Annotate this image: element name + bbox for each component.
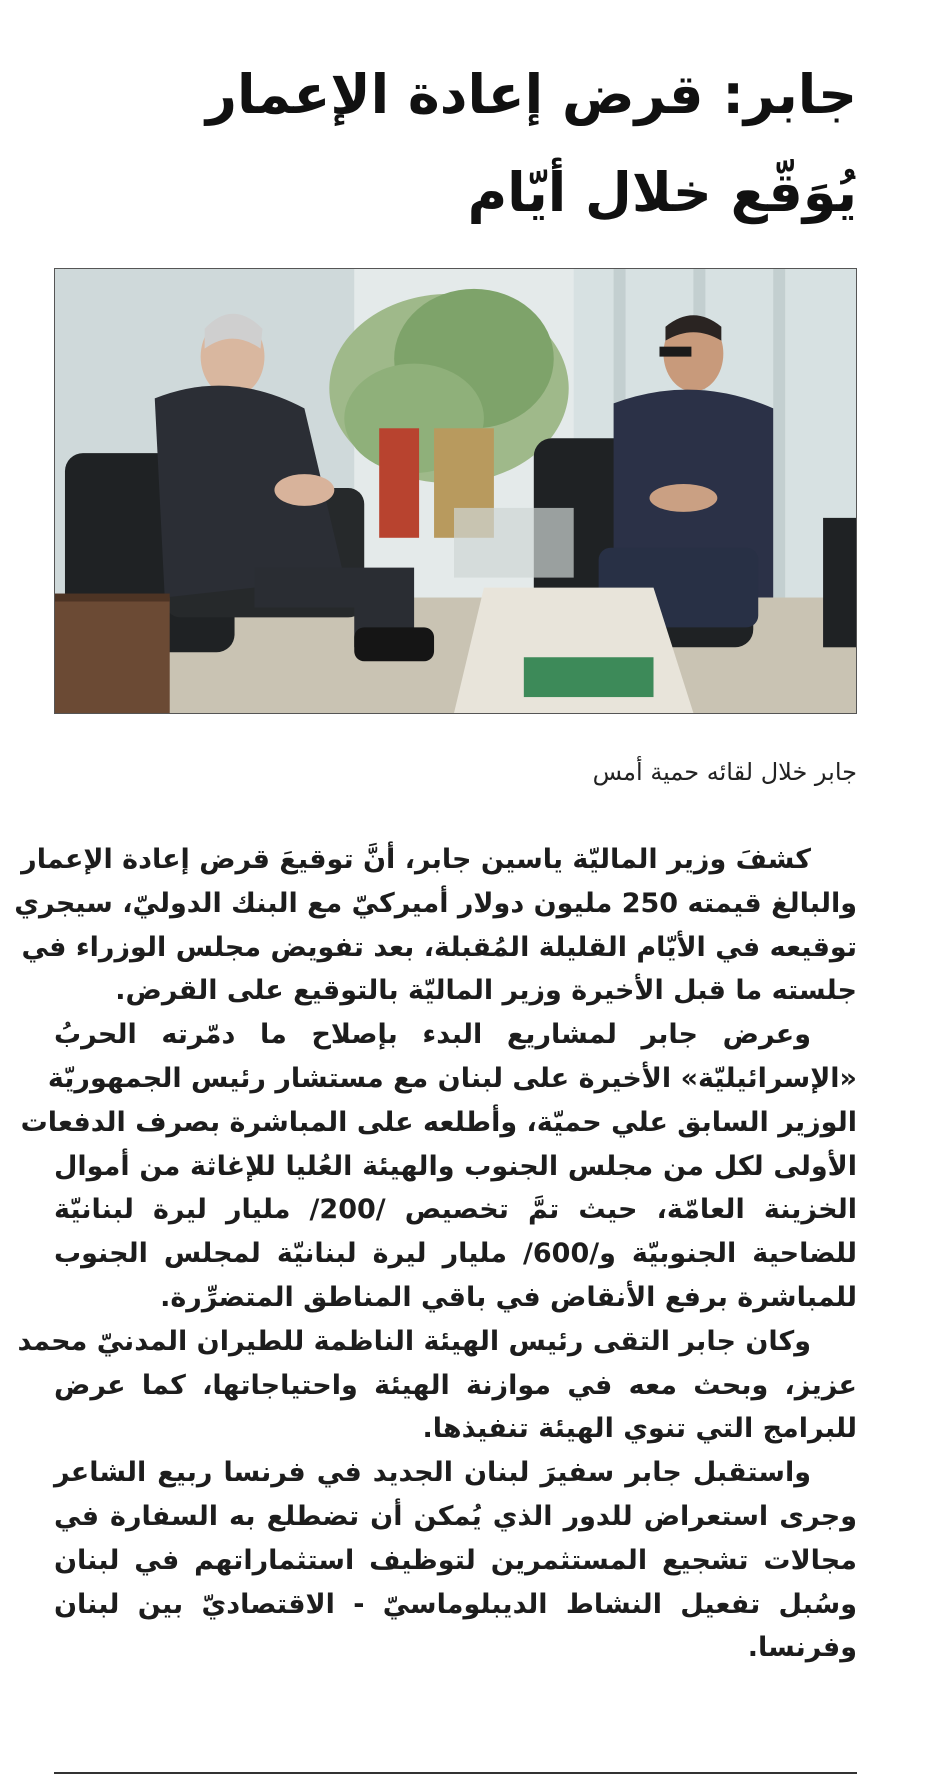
body-line: توقيعه في الأيّام القليلة المُقبلة، بعد تفويض مجلس الوزراء في: [21, 931, 857, 963]
paragraph-1: [14, 838, 857, 1013]
body-line: للبرامج التي تنوي الهيئة تنفيذها.: [422, 1413, 857, 1445]
body-line: وسُبل تفعيل النشاط الديبلوماسيّ - الاقتصاديّ بين لبنان: [54, 1588, 857, 1620]
body-line: عزيز، وبحث معه في موازنة الهيئة واحتياجاتها، كما عرض: [54, 1369, 857, 1401]
body-line: الخزينة العامّة، حيث تمَّ تخصيص /200/ مليار ليرة لبنانيّة: [54, 1194, 858, 1226]
headline-line-2: يُوَقّع خلال أيّام: [467, 161, 857, 224]
article-headline: [97, 46, 857, 242]
meeting-photo-illustration: [55, 269, 856, 713]
body-line: وفرنسا.: [747, 1632, 857, 1664]
paragraph-3: [17, 1320, 857, 1451]
body-line: «الإسرائيليّة» الأخيرة على لبنان مع مستشار رئيس الجمهوريّة: [47, 1062, 857, 1094]
body-line: وعرض جابر لمشاريع البدء بإصلاح ما دمّرته الحربُ: [54, 1019, 811, 1051]
body-line: وكان جابر التقى رئيس الهيئة الناظمة للطيران المدنيّ محمد: [17, 1325, 811, 1357]
body-line: وجرى استعراض للدور الذي يُمكن أن تضطلع به السفارة في: [54, 1500, 857, 1532]
photo-caption: جابر خلال لقائه حمية أمس: [592, 758, 857, 786]
body-line: كشفَ وزير الماليّة ياسين جابر، أنَّ توقيعَ قرض إعادة الإعمار: [21, 844, 811, 875]
bottom-divider: [54, 1772, 857, 1774]
body-line: الأولى لكل من مجلس الجنوب والهيئة العُليا للإغاثة من أموال: [54, 1150, 857, 1182]
body-line: للمباشرة برفع الأنقاض في باقي المناطق المتضرِّرة.: [160, 1281, 857, 1313]
article-photo: [54, 268, 857, 714]
body-line: مجالات تشجيع المستثمرين لتوظيف استثماراتهم في لبنان: [54, 1544, 857, 1576]
body-line: والبالغ قيمته 250 مليون دولار أميركيّ مع البنك الدوليّ، سيجري: [14, 887, 857, 919]
body-line: جلسته ما قبل الأخيرة وزير الماليّة بالتوقيع على القرض.: [115, 975, 857, 1007]
paragraph-2: [20, 1013, 858, 1320]
body-line: واستقبل جابر سفيرَ لبنان الجديد في فرنسا ربيع الشاعر: [54, 1457, 811, 1489]
body-line: الوزير السابق علي حميّة، وأطلعه على المباشرة بصرف الدفعات: [20, 1106, 857, 1138]
article-body: [14, 838, 858, 1670]
headline-line-1: جابر: قرض إعادة الإعمار: [205, 63, 857, 126]
paragraph-4: [54, 1451, 857, 1670]
body-line: للضاحية الجنوبيّة و/600/ مليار ليرة لبنانيّة لمجلس الجنوب: [54, 1238, 857, 1270]
